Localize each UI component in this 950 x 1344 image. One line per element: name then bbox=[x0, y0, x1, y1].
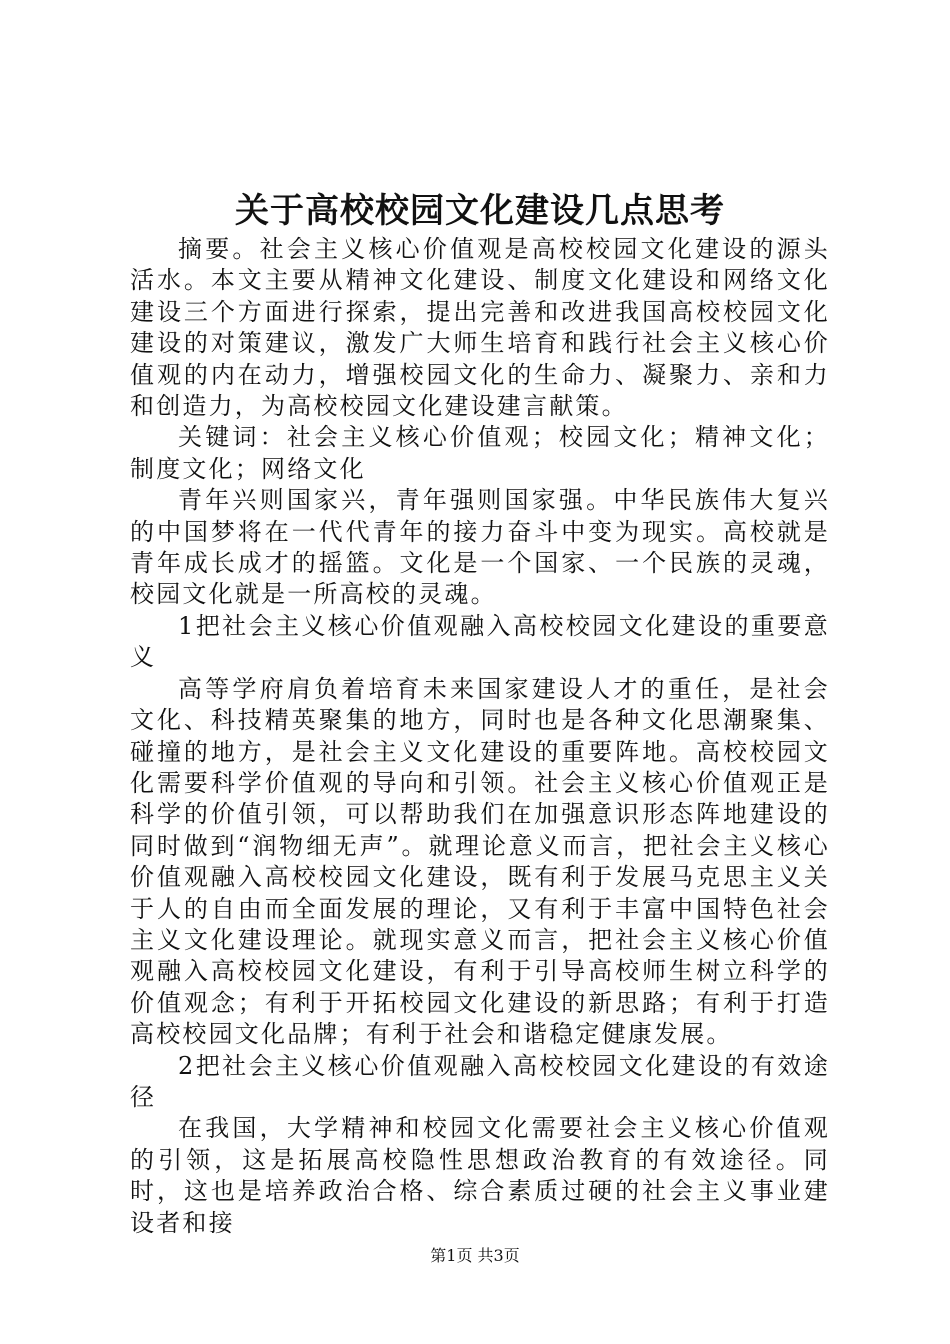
section-2-paragraph: 在我国，大学精神和校园文化需要社会主义核心价值观的引领，这是拓展高校隐性思想政治教育的有效途径。同时，这也是培养政治合格、综合素质过硬的社会主义事业建设者和接 bbox=[130, 1114, 830, 1237]
section-1-paragraph: 高等学府肩负着培育未来国家建设人才的重任，是社会文化、科技精英聚集的地方，同时也是各种文化思潮聚集、碰撞的地方，是社会主义文化建设的重要阵地。高校校园文化需要科学价值观的导向和引领。社会主义核心价值观正是科学的价值引领，可以帮助我们在加强意识形态阵地建设的同时做到“润物细无声”。就理论意义而言，把社会主义核心价值观融入高校校园文化建设，既有利于发展马克思主义关于人的自由而全面发展的理论，又有利于丰富中国特色社会主义文化建设理论。就现实意义而言，把社会主义核心价值观融入高校校园文化建设，有利于引导高校师生树立科学的价值观念；有利于开拓校园文化建设的新思路；有利于打造高校校园文化品牌；有利于社会和谐稳定健康发展。 bbox=[130, 674, 830, 1049]
section-heading-1: 1把社会主义核心价值观融入高校校园文化建设的重要意义 bbox=[130, 611, 830, 672]
section-heading-2: 2把社会主义核心价值观融入高校校园文化建设的有效途径 bbox=[130, 1051, 830, 1111]
intro-paragraph: 青年兴则国家兴，青年强则国家强。中华民族伟大复兴的中国梦将在一代代青年的接力奋斗中变为现实。高校就是青年成长成才的摇篮。文化是一个国家、一个民族的灵魂，校园文化就是一所高校的灵魂。 bbox=[130, 486, 830, 609]
document-body bbox=[130, 234, 830, 1239]
abstract-paragraph: 摘要。社会主义核心价值观是高校校园文化建设的源头活水。本文主要从精神文化建设、制度文化建设和网络文化建设三个方面进行探索，提出完善和改进我国高校校园文化建设的对策建议，激发广大师生培育和践行社会主义核心价值观的内在动力，增强校园文化的生命力、凝聚力、亲和力和创造力，为高校校园文化建设建言献策。 bbox=[130, 235, 830, 421]
document-title: 关于高校校园文化建设几点思考 bbox=[235, 191, 725, 231]
page-footer: 第1页 共3页 bbox=[430, 1246, 520, 1265]
keywords-paragraph: 关键词：社会主义核心价值观；校园文化；精神文化；制度文化；网络文化 bbox=[130, 423, 830, 483]
